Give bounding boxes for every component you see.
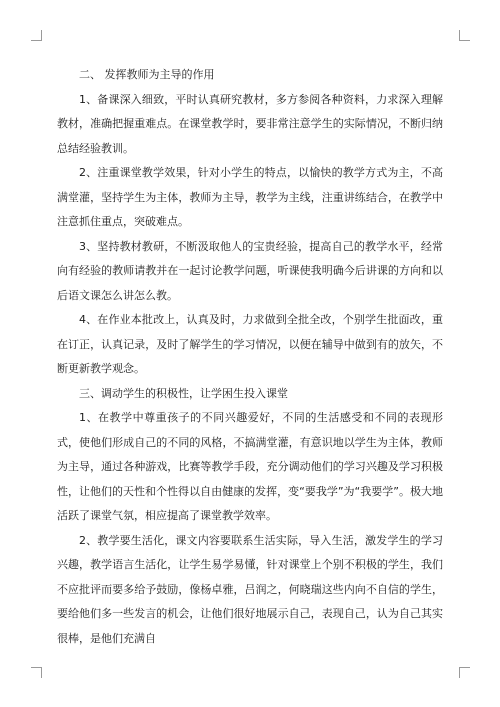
page-corner-mark-bottom-left: [31, 667, 42, 678]
paragraph: 1、备课深入细致，平时认真研究教材，多方参阅各种资料，力求深入理解教材，准确把握重难点。在课堂教学时，要非常注意学生的实际情况，不断归纳总结经验教训。: [57, 92, 443, 155]
document-body: [57, 63, 443, 651]
section-heading-3: 三、调动学生的积极性，让学困生投入课堂: [79, 386, 288, 400]
paragraph: 4、在作业本批改上，认真及时，力求做到全批全改，个别学生批面改，重在订正，认真记录，及时了解学生的学习情况，以便在辅导中做到有的放矢，不断更新教学观念。: [57, 313, 443, 375]
paragraph: 1、在教学中尊重孩子的不同兴趣爱好，不同的生活感受和不同的表现形式，使他们形成自己的不同的风格，不搞满堂灌，有意识地以学生为主体，教师为主导，通过各种游戏，比赛等教学手段，充分调动他们的学习兴趣及学习积极性，让他们的天性和个性得以自由健康的发挥，变“要我学”为“我要学”。极大地活跃了课堂气氛，相应提高了课堂教学效率。: [57, 411, 443, 522]
paragraph: 2、注重课堂教学效果，针对小学生的特点，以愉快的教学方式为主，不高满堂灌，坚持学生为主体，教师为主导，教学为主线，注重讲练结合，在教学中注意抓住重点，突破难点。: [57, 166, 443, 228]
page-corner-mark-top-right: [459, 30, 470, 41]
page-corner-mark-bottom-right: [459, 667, 470, 678]
paragraph: 2、教学要生活化，课文内容要联系生活实际，导入生活，激发学生的学习兴趣，教学语言生活化，让学生易学易懂，针对课堂上个别不积极的学生，我们不应批评而要多给予鼓励，像杨卓雅，吕润之，何晓瑞这些内向不自信的学生，要给他们多一些发言的机会，让他们很好地展示自己，表现自己，认为自己其实很棒，是他们充满自: [57, 533, 443, 645]
paragraph: 3、坚持教材教研，不断汲取他人的宝贵经验，提高自己的教学水平，经常向有经验的教师请教并在一起讨论教学问题，听课使我明确今后讲课的方向和以后语文课怎么讲怎么教。: [57, 239, 443, 302]
page-corner-mark-top-left: [31, 30, 42, 41]
section-heading-2: 二、 发挥教师为主导的作用: [79, 68, 215, 81]
